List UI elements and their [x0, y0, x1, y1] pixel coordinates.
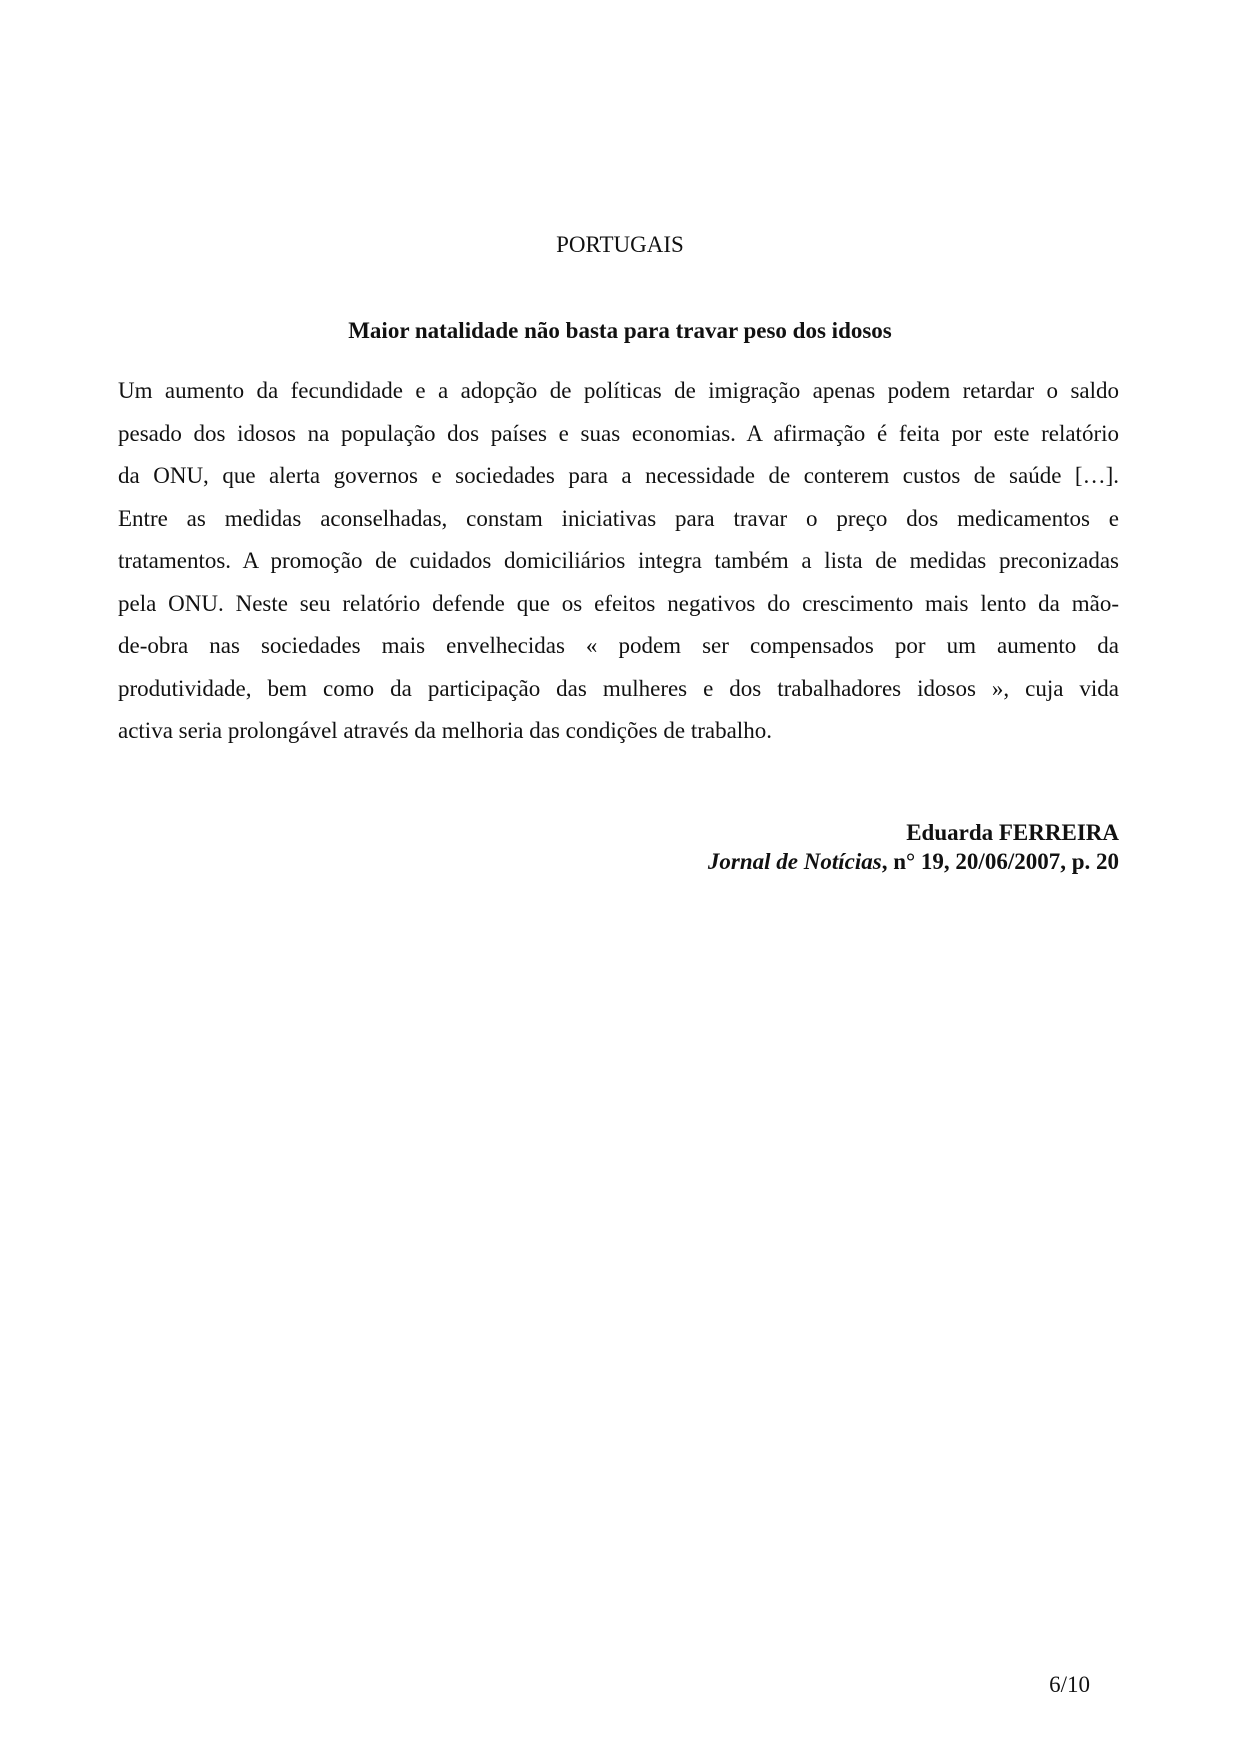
source-details: , n° 19, 20/06/2007, p. 20: [881, 849, 1119, 874]
body-line: Entre as medidas aconselhadas, constam iniciativas para travar o preço dos medicamentos e: [118, 505, 1119, 531]
article-body: [118, 370, 1119, 753]
body-line: activa seria prolongável através da melhoria das condições de trabalho.: [118, 718, 772, 743]
body-line: pela ONU. Neste seu relatório defende que os efeitos negativos do crescimento mais lento da mão-: [118, 590, 1119, 616]
source-publication: Jornal de Notícias: [707, 849, 882, 874]
page-number: 6/10: [1049, 1672, 1090, 1697]
body-line: da ONU, que alerta governos e sociedades para a necessidade de conterem custos de saúde […].: [118, 463, 1119, 488]
body-line: Um aumento da fecundidade e a adopção de políticas de imigração apenas podem retardar o saldo: [118, 378, 1119, 403]
body-line: de-obra nas sociedades mais envelhecidas « podem ser compensados por um aumento da: [118, 633, 1119, 658]
article-signature: [708, 818, 1119, 876]
author-name: Eduarda FERREIRA: [906, 820, 1119, 845]
body-line: produtividade, bem como da participação das mulheres e dos trabalhadores idosos », cuja vida: [118, 675, 1119, 701]
body-line: tratamentos. A promoção de cuidados domiciliários integra também a lista de medidas preconizadas: [118, 548, 1119, 573]
language-label: PORTUGAIS: [556, 232, 684, 257]
article-title: Maior natalidade não basta para travar peso dos idosos: [348, 318, 892, 343]
body-line: pesado dos idosos na população dos países e suas economias. A afirmação é feita por este relatório: [118, 420, 1119, 446]
source-citation: [708, 847, 1119, 876]
